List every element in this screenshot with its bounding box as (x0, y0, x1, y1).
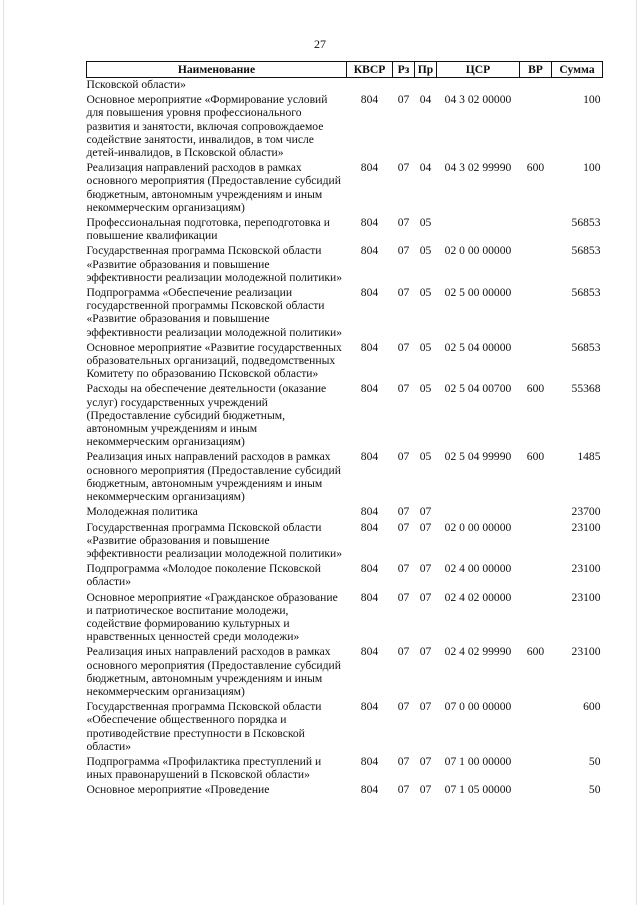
cell-csr (437, 78, 520, 94)
cell-rz: 07 (397, 161, 410, 175)
cell-csr (437, 216, 520, 244)
cell-rz: 07 (397, 700, 410, 714)
cell-sum: 56853 (571, 244, 601, 258)
cell-csr: 02 5 00 00000 (444, 286, 512, 300)
header-rz: Рз (393, 62, 415, 78)
table-body (87, 78, 603, 799)
cell-rz: 07 (397, 450, 410, 464)
cell-vr: 600 (526, 450, 545, 464)
cell-csr: 02 5 04 99990 (444, 450, 512, 464)
table-row (87, 505, 603, 520)
cell-vr (520, 783, 552, 798)
cell-csr: 02 0 00 00000 (444, 520, 512, 534)
cell-csr: 02 4 00 00000 (444, 562, 512, 576)
header-vr: ВР (520, 62, 552, 78)
cell-sum: 600 (583, 700, 601, 714)
cell-pr (415, 78, 437, 94)
cell-sum: 50 (588, 783, 601, 797)
cell-sum (552, 78, 603, 94)
cell-vr (520, 521, 552, 563)
cell-pr: 07 (419, 590, 432, 604)
header-csr: ЦСР (437, 62, 520, 78)
cell-kvsr: 804 (360, 754, 379, 768)
table-row (87, 450, 603, 505)
cell-name: Основное мероприятие «Развитие государственных образовательных организаций, подведомственных Комитету по образованию Псковской области» (86, 340, 342, 381)
cell-kvsr: 804 (360, 700, 379, 714)
cell-pr: 07 (419, 783, 432, 797)
cell-kvsr (347, 78, 393, 94)
cell-kvsr: 804 (360, 340, 379, 354)
cell-name: Подпрограмма «Молодое поколение Псковской области» (86, 562, 321, 589)
cell-kvsr: 804 (360, 161, 379, 175)
cell-name: Реализация иных направлений расходов в рамках основного мероприятия (Предоставление субсидий бюджетным, автономным учреждениям и иным некоммерческим организациям) (86, 645, 341, 698)
table-row (87, 755, 603, 783)
cell-kvsr: 804 (360, 244, 379, 258)
cell-kvsr: 804 (360, 286, 379, 300)
cell-sum: 23100 (571, 645, 601, 659)
cell-rz: 07 (397, 340, 410, 354)
cell-csr: 02 4 02 00000 (444, 590, 512, 604)
table-row (87, 93, 603, 161)
table-row (87, 645, 603, 700)
cell-name: Реализация иных направлений расходов в рамках основного мероприятия (Предоставление субсидий бюджетным, автономным учреждениям и иным некоммерческим организациям) (86, 450, 341, 504)
cell-rz: 07 (397, 645, 410, 659)
cell-sum: 56853 (571, 286, 601, 300)
table-row (87, 591, 603, 646)
cell-pr: 07 (419, 700, 432, 714)
table-row (87, 244, 603, 286)
cell-pr: 05 (419, 340, 432, 354)
cell-name: Основное мероприятие «Проведение (86, 783, 270, 797)
table-row (87, 700, 603, 755)
cell-rz: 07 (397, 562, 410, 576)
cell-rz (393, 78, 415, 94)
cell-name: Государственная программа Псковской области «Развитие образования и повышение эффективности реализации молодежной политики» (86, 244, 343, 284)
cell-csr: 02 4 02 99990 (444, 645, 512, 659)
cell-sum: 100 (583, 161, 601, 175)
cell-rz: 07 (397, 505, 410, 519)
cell-name: Расходы на обеспечение деятельности (оказание услуг) государственных учреждений (Предоставление субсидий бюджетным, автономным учреждениям и иным некоммерческим организациям) (86, 382, 327, 449)
cell-pr: 07 (419, 505, 432, 519)
cell-kvsr: 804 (360, 562, 379, 576)
header-kvsr: КВСР (347, 62, 393, 78)
table-row (87, 382, 603, 450)
cell-csr: 07 1 00 00000 (444, 754, 512, 768)
cell-kvsr: 804 (360, 505, 379, 519)
table-row (87, 783, 603, 798)
cell-csr: 02 0 00 00000 (444, 244, 512, 258)
cell-vr (520, 700, 552, 755)
cell-vr: 600 (526, 382, 545, 396)
table-row (87, 216, 603, 244)
cell-csr: 04 3 02 00000 (444, 93, 512, 107)
cell-pr: 05 (419, 450, 432, 464)
cell-sum: 23100 (571, 520, 601, 534)
cell-name: Молодежная политика (86, 505, 198, 519)
cell-pr: 05 (419, 216, 432, 230)
cell-vr (520, 216, 552, 244)
cell-vr (520, 244, 552, 286)
table-row (87, 521, 603, 563)
cell-kvsr: 804 (360, 382, 379, 396)
header-pr: Пр (415, 62, 437, 78)
page-left-edge (3, 0, 4, 905)
cell-csr: 04 3 02 99990 (444, 161, 512, 175)
page-right-edge (636, 0, 637, 905)
page-number: 27 (314, 37, 326, 51)
cell-rz: 07 (397, 93, 410, 107)
cell-vr: 600 (526, 161, 545, 175)
cell-sum: 55368 (571, 382, 601, 396)
cell-kvsr: 804 (360, 216, 379, 230)
cell-sum: 23100 (571, 562, 601, 576)
cell-name: Подпрограмма «Обеспечение реализации государственной программы Псковской области «Развитие образования и повышение эффективности реализации молодежной политики» (86, 286, 343, 339)
cell-kvsr: 804 (360, 783, 379, 797)
cell-vr (520, 591, 552, 646)
cell-name: Государственная программа Псковской области «Развитие образования и повышение эффективности реализации молодежной политики» (86, 520, 343, 560)
cell-rz: 07 (397, 286, 410, 300)
cell-csr: 02 5 04 00000 (444, 340, 512, 354)
table-row (87, 562, 603, 590)
cell-pr: 04 (419, 93, 432, 107)
cell-kvsr: 804 (360, 450, 379, 464)
cell-rz: 07 (397, 216, 410, 230)
cell-name: Псковской области» (86, 78, 186, 91)
cell-vr (520, 286, 552, 341)
cell-pr: 07 (419, 520, 432, 534)
cell-csr: 07 0 00 00000 (444, 700, 512, 714)
cell-vr (520, 755, 552, 783)
table-row (87, 341, 603, 383)
cell-rz: 07 (397, 382, 410, 396)
cell-sum: 56853 (571, 216, 601, 230)
cell-sum: 50 (588, 754, 601, 768)
cell-pr: 05 (419, 244, 432, 258)
cell-name: Основное мероприятие «Формирование условий для повышения уровня профессионального развития и занятости, включая сопровождаемое содействие занятости, инвалидов, в том числе детей-инвалидов, в Псковской области» (86, 93, 328, 160)
cell-name: Профессиональная подготовка, переподготовка и повышение квалификации (86, 216, 330, 243)
cell-vr (520, 78, 552, 94)
cell-rz: 07 (397, 244, 410, 258)
cell-pr: 07 (419, 562, 432, 576)
cell-sum: 1485 (577, 450, 601, 464)
cell-name: Государственная программа Псковской области «Обеспечение общественного порядка и противодействие преступности в Псковской области» (86, 700, 322, 753)
cell-kvsr: 804 (360, 645, 379, 659)
cell-pr: 07 (419, 754, 432, 768)
cell-kvsr: 804 (360, 520, 379, 534)
cell-kvsr: 804 (360, 590, 379, 604)
cell-sum: 23100 (571, 590, 601, 604)
cell-pr: 04 (419, 161, 432, 175)
cell-rz: 07 (397, 783, 410, 797)
cell-sum: 23700 (571, 505, 601, 519)
table-header-row (87, 62, 603, 78)
cell-vr (520, 93, 552, 161)
budget-table (86, 61, 603, 799)
cell-vr (520, 505, 552, 520)
cell-rz: 07 (397, 520, 410, 534)
cell-vr: 600 (526, 645, 545, 659)
cell-name: Основное мероприятие «Гражданское образование и патриотическое воспитание молодежи, содействие формированию культурных и нравственных ценностей среди молодежи» (86, 590, 338, 644)
cell-csr: 02 5 04 00700 (444, 382, 512, 396)
cell-name: Подпрограмма «Профилактика преступлений и иных правонарушений в Псковской области» (86, 754, 322, 782)
cell-pr: 05 (419, 382, 432, 396)
cell-csr (437, 505, 520, 520)
cell-kvsr: 804 (360, 93, 379, 107)
cell-pr: 05 (419, 286, 432, 300)
cell-vr (520, 562, 552, 590)
cell-name: Реализация направлений расходов в рамках основного мероприятия (Предоставление субсидий бюджетным, автономным учреждениям и иным некоммерческим организациям) (86, 161, 341, 214)
cell-rz: 07 (397, 754, 410, 768)
header-name: Наименование (87, 62, 347, 78)
cell-csr: 07 1 05 00000 (444, 783, 512, 797)
header-sum: Сумма (552, 62, 603, 78)
cell-vr (520, 341, 552, 383)
table-row (87, 161, 603, 216)
cell-rz: 07 (397, 590, 410, 604)
cell-sum: 56853 (571, 340, 601, 354)
table-row (87, 78, 603, 94)
table-row (87, 286, 603, 341)
cell-pr: 07 (419, 645, 432, 659)
cell-sum: 100 (583, 93, 601, 107)
